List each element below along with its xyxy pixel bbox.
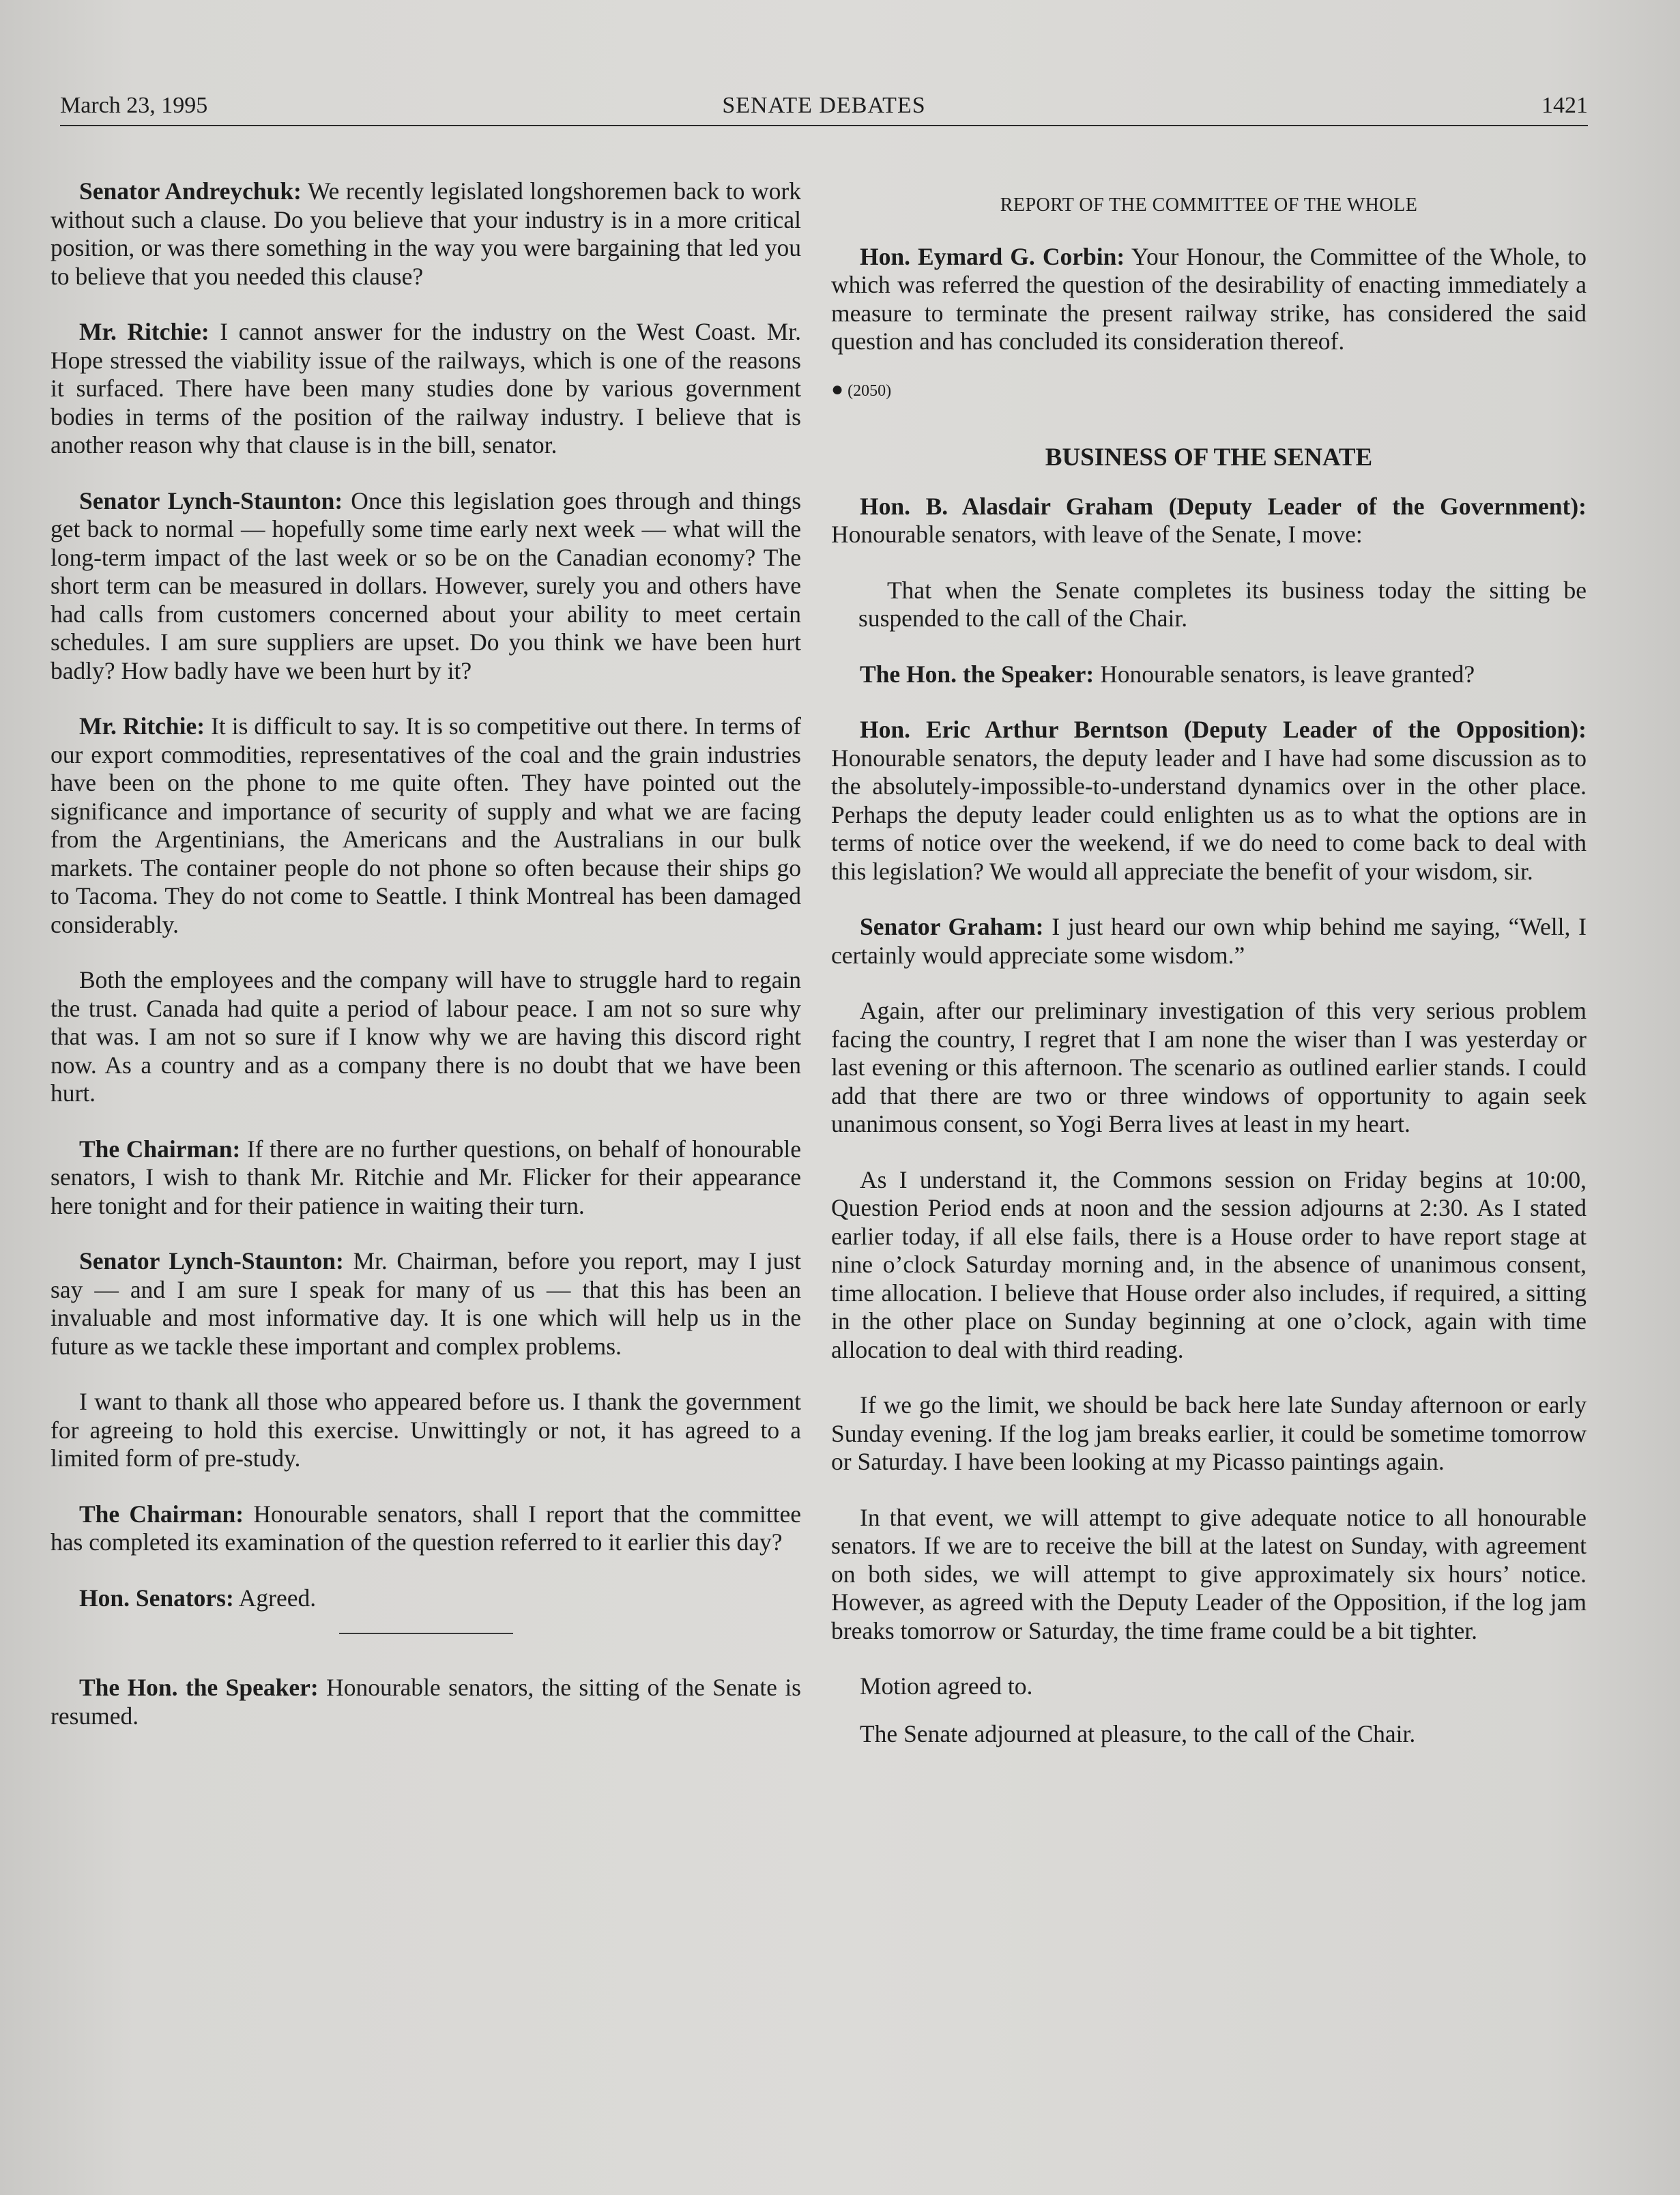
speaker-name: Senator Lynch-Staunton: (79, 1247, 344, 1275)
speaker-name: The Hon. the Speaker: (860, 660, 1095, 688)
paragraph (50, 487, 801, 686)
time-stamp (831, 375, 1587, 406)
speaker-name: Senator Graham: (860, 913, 1044, 940)
paragraph (50, 1500, 801, 1557)
paragraph (831, 1166, 1587, 1365)
speaker-name: Mr. Ritchie: (79, 712, 205, 740)
paragraph (831, 660, 1587, 689)
speaker-name: Hon. Eric Arthur Berntson (Deputy Leader of the Opposition): (860, 716, 1587, 743)
paragraph (50, 1135, 801, 1221)
speech-text: If there are no further questions, on behalf of honourable senators, I wish to thank Mr. Ritchie and Mr. Flicker for their appearance here tonight and for their patience in waiting their turn. (50, 1135, 801, 1219)
speech-text: Agreed. (233, 1584, 317, 1612)
paragraph (50, 1388, 801, 1473)
speaker-name: Hon. Senators: (79, 1584, 234, 1612)
header-page-number: 1421 (1541, 93, 1588, 118)
speech-text: Mr. Chairman, before you report, may I just say — and I am sure I speak for many of us — that this has been an invaluable and most informative day. It is one which will help us in the future as we tackle these important and complex problems. (50, 1247, 801, 1360)
speech-text: Honourable senators, the sitting of the Senate is resumed. (50, 1674, 801, 1730)
speech-text: Again, after our preliminary investigation of this very serious problem facing the country, I regret that I am none the wiser than I was yesterday or last evening or this afternoon. The scenario as outlined earlier stands. I could add that there are two or three windows of opportunity to again seek unanimous consent, so Yogi Berra lives at least in my heart. (831, 997, 1587, 1137)
speech-text: Honourable senators, is leave granted? (1094, 660, 1475, 688)
speech-text: Your Honour, the Committee of the Whole, to which was referred the question of the desirability of enacting immediately a measure to terminate the present railway strike, has considered the said question and has concluded its consideration thereof. (831, 242, 1587, 355)
paragraph (50, 1584, 801, 1613)
speech-text: The Senate adjourned at pleasure, to the call of the Chair. (860, 1719, 1416, 1747)
paragraph (50, 177, 801, 291)
paragraph (831, 1672, 1587, 1701)
speech-text: If we go the limit, we should be back here late Sunday afternoon or early Sunday evening. If the log jam breaks earlier, it could be sometime tomorrow or Saturday. I have been looking at my Picasso paintings again. (831, 1391, 1587, 1475)
speech-text: We recently legislated longshoremen back to work without such a clause. Do you believe that your industry is in a more critical position, or was there something in the way you were bargaining that led you to believe that you needed this clause? (50, 177, 801, 290)
paragraph (831, 716, 1587, 886)
speaker-name: Senator Lynch-Staunton: (79, 486, 343, 514)
paragraph (831, 243, 1587, 356)
left-column (50, 177, 801, 1758)
header-date: March 23, 1995 (60, 93, 208, 118)
speaker-name: The Chairman: (79, 1500, 244, 1528)
speech-text: I just heard our own whip behind me saying, “Well, I certainly would appreciate some wisdom.” (831, 913, 1587, 969)
speaker-name: Hon. Eymard G. Corbin: (860, 242, 1125, 270)
speaker-name: Mr. Ritchie: (79, 318, 209, 345)
speaker-name: Hon. B. Alasdair Graham (Deputy Leader of the Government): (860, 492, 1587, 520)
speech-text: I cannot answer for the industry on the West Coast. Mr. Hope stressed the viability issue of the railways, which is one of the reasons it surfaced. There have been many studies done by various government bodies in terms of the position of the railway industry. I believe that is another reason why that clause is in the bill, senator. (50, 318, 801, 459)
paragraph (831, 913, 1587, 970)
speaker-name: The Chairman: (79, 1135, 241, 1163)
paragraph (50, 712, 801, 939)
paragraph (831, 493, 1587, 549)
header-title: SENATE DEBATES (722, 93, 926, 118)
section-divider (339, 1633, 513, 1634)
speech-text: Honourable senators, with leave of the Senate, I move: (831, 521, 1363, 548)
paragraph (831, 1391, 1587, 1477)
paragraph (831, 1720, 1587, 1749)
speech-text: Honourable senators, shall I report that the committee has completed its examination of the question referred to it earlier this day? (50, 1500, 801, 1556)
bullet-icon: ● (831, 377, 844, 401)
running-head (60, 89, 1588, 123)
speech-text: Honourable senators, the deputy leader and I have had some discussion as to the absolutely-impossible-to-understand dynamics over in the other place. Perhaps the deputy leader could enlighten us as to what the options are in terms of notice over the weekend, if we do need to come back to deal with this legislation? We would all appreciate the benefit of your wisdom, sir. (831, 744, 1587, 885)
paragraph (50, 318, 801, 460)
paragraph (50, 1674, 801, 1730)
section-heading-committee-report: REPORT OF THE COMMITTEE OF THE WHOLE (1000, 194, 1418, 216)
speech-text: As I understand it, the Commons session on Friday begins at 10:00, Question Period ends at noon and the session adjourns at 2:30. As I stated earlier today, if all else fails, there is a House order to have report stage at nine o’clock Saturday morning and, in the absence of unanimous consent, time allocation. I believe that House order also includes, if required, a sitting in the other place on Sunday beginning at one o’clock, again with time allocation to deal with third reading. (831, 1165, 1587, 1363)
paragraph (831, 1504, 1587, 1646)
speech-text: Both the employees and the company will have to struggle hard to regain the trust. Canada had quite a period of labour peace. I am not so sure why that was. I am not so sure if I know why we are having this discord right now. As a country and as a company there is no doubt that we have been hurt. (50, 966, 801, 1107)
speech-text: Once this legislation goes through and things get back to normal — hopefully some time early next week — what will the long-term impact of the last week or so be on the Canadian economy? The short term can be measured in dollars. However, surely you and others have had calls from customers concerned about your ability to meet certain schedules. I am sure suppliers are upset. Do you think we have been hurt badly? How badly have we been hurt by it? (50, 486, 802, 684)
speech-text: In that event, we will attempt to give adequate notice to all honourable senators. If we are to receive the bill at the latest on Sunday, with agreement on both sides, we will attempt to give approximately six hours’ notice. However, as agreed with the Deputy Leader of the Opposition, if the log jam breaks tomorrow or Saturday, the time frame could be a bit tighter. (831, 1503, 1587, 1644)
motion-text: That when the Senate completes its business today the sitting be suspended to the call of the Chair. (858, 576, 1587, 632)
paragraph (831, 997, 1587, 1139)
speaker-name: The Hon. the Speaker: (79, 1674, 319, 1701)
paragraph (50, 966, 801, 1108)
right-column (831, 177, 1587, 1775)
paragraph (50, 1247, 801, 1361)
speaker-name: Senator Andreychuk: (79, 177, 302, 205)
time-stamp-text: (2050) (848, 381, 892, 400)
section-heading-business: BUSINESS OF THE SENATE (1045, 444, 1373, 471)
header-rule (60, 125, 1588, 126)
speech-text: I want to thank all those who appeared before us. I thank the government for agreeing to hold this exercise. Unwittingly or not, it has agreed to a limited form of pre-study. (50, 1388, 801, 1472)
speech-text: It is difficult to say. It is so competitive out there. In terms of our export commodities, representatives of the coal and the grain industries have been on the phone to me quite often. They have pointed out the significance and importance of security of supply and what we are facing from the Argentinians, the Americans and the Australians in our bulk markets. The container people do not phone so often because their ships go to Tacoma. They do not come to Seattle. I think Montreal has been damaged considerably. (50, 712, 801, 938)
speech-text: Motion agreed to. (860, 1672, 1033, 1700)
